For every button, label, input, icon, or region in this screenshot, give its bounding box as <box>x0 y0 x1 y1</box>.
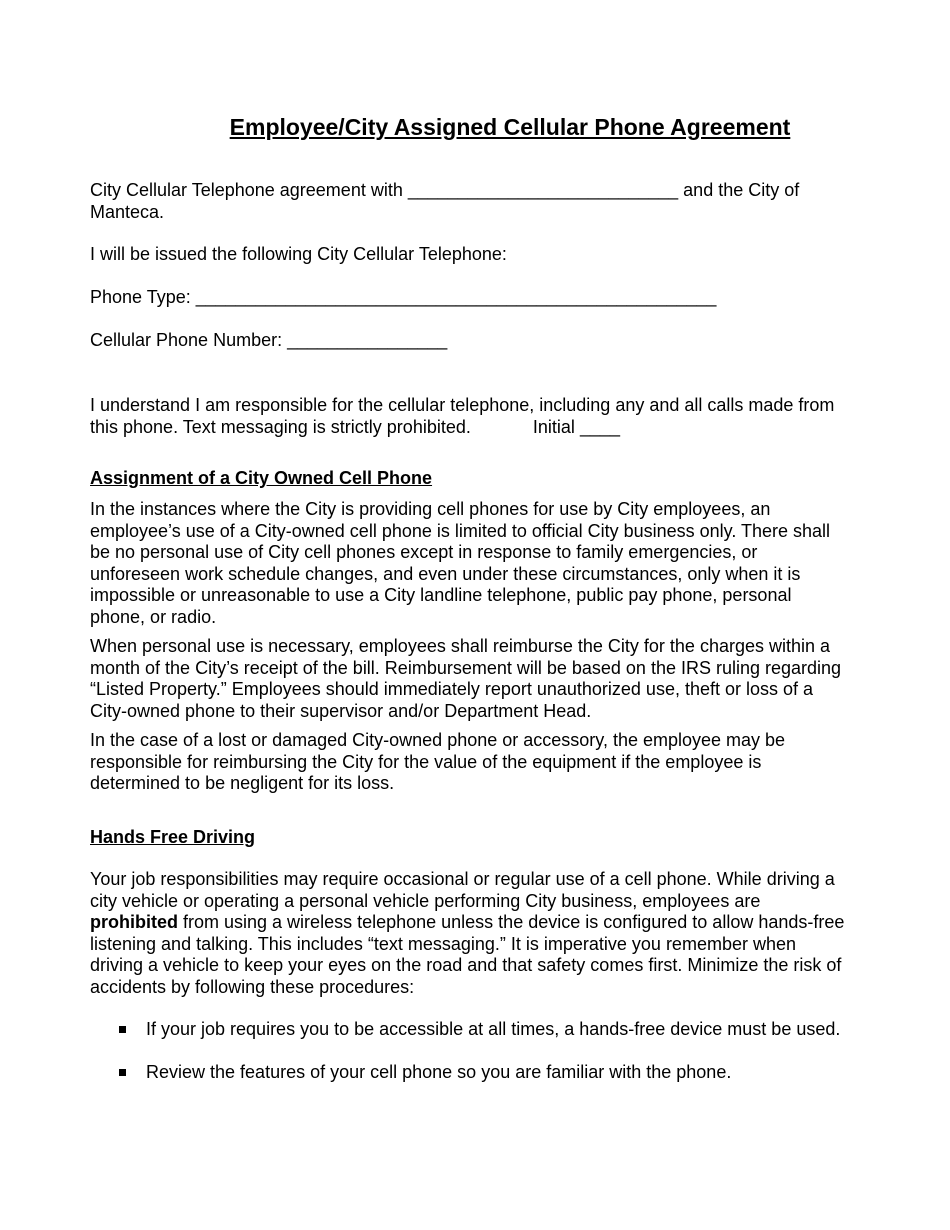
phone-number-blank: ________________ <box>287 330 448 350</box>
phone-type-line <box>90 287 850 309</box>
section-assignment-heading <box>90 468 850 490</box>
phone-type-blank: ____________________________________________________ <box>195 287 717 307</box>
employee-name-blank: ___________________________ <box>407 180 679 200</box>
list-item-text: If your job requires you to be accessible at all times, a hands-free device must be used. <box>146 1019 841 1039</box>
intro-text-before: Your job responsibilities may require occasional or regular use of a cell phone. While driving a city vehicle or operating a personal vehicle performing City business, employees are <box>90 869 835 911</box>
square-bullet-icon <box>119 1069 126 1076</box>
phone-number-label: Cellular Phone Number: <box>90 330 283 350</box>
responsibility-statement <box>90 395 850 438</box>
section-heading: Assignment of a City Owned Cell Phone <box>90 468 433 488</box>
list-item <box>90 1019 850 1041</box>
square-bullet-icon <box>119 1026 126 1033</box>
procedure-list <box>90 1019 850 1083</box>
agreement-line <box>90 180 850 223</box>
paragraph: When personal use is necessary, employees shall reimburse the City for the charges within a month of the City’s receipt of the bill. Reimbursement will be based on the IRS ruling regarding “Listed Property.” Employees should immediately report unauthorized use, theft or loss of a City-owned phone to their supervisor and/or Department Head. <box>90 636 842 721</box>
phone-number-line <box>90 330 850 352</box>
responsibility-text: I understand I am responsible for the cellular telephone, including any and all calls made from this phone. Text messaging is strictly prohibited. <box>90 395 835 437</box>
initial-blank: ____ <box>579 416 620 437</box>
agreement-prefix: City Cellular Telephone agreement with <box>90 180 403 200</box>
intro-bold-word: prohibited <box>90 912 178 932</box>
section-heading: Hands Free Driving <box>90 827 256 847</box>
paragraph: In the instances where the City is providing cell phones for use by City employees, an employee’s use of a City-owned cell phone is limited to official City business only. There shall be no personal use of City cell phones except in response to family emergencies, or unforeseen work schedule changes, and even under these circumstances, only when it is impossible or unreasonable to use a City landline telephone, public pay phone, personal phone, or radio. <box>90 499 831 627</box>
list-item-text: Review the features of your cell phone so you are familiar with the phone. <box>146 1061 732 1082</box>
section-hands-free-heading <box>90 827 850 849</box>
list-item <box>90 1062 850 1084</box>
issued-line: I will be issued the following City Cellular Telephone: <box>90 244 507 264</box>
paragraph: In the case of a lost or damaged City-owned phone or accessory, the employee may be responsible for reimbursing the City for the value of the equipment if the employee is determined to be negligent for its loss. <box>90 730 786 793</box>
hands-free-intro <box>90 869 850 998</box>
section-assignment-body <box>90 499 850 803</box>
phone-type-label: Phone Type: <box>90 287 191 307</box>
initial-label: Initial <box>532 416 575 437</box>
agreement-suffix: and the City of Manteca. <box>90 180 800 222</box>
page-title: Employee/City Assigned Cellular Phone Agreement <box>229 114 791 140</box>
intro-text-after: from using a wireless telephone unless the device is configured to allow hands-free listening and talking. This includes “text messaging.” It is imperative you remember when driving a vehicle to keep your eyes on the road and that safety comes first. Minimize the risk of accidents by following these procedures: <box>90 912 845 997</box>
